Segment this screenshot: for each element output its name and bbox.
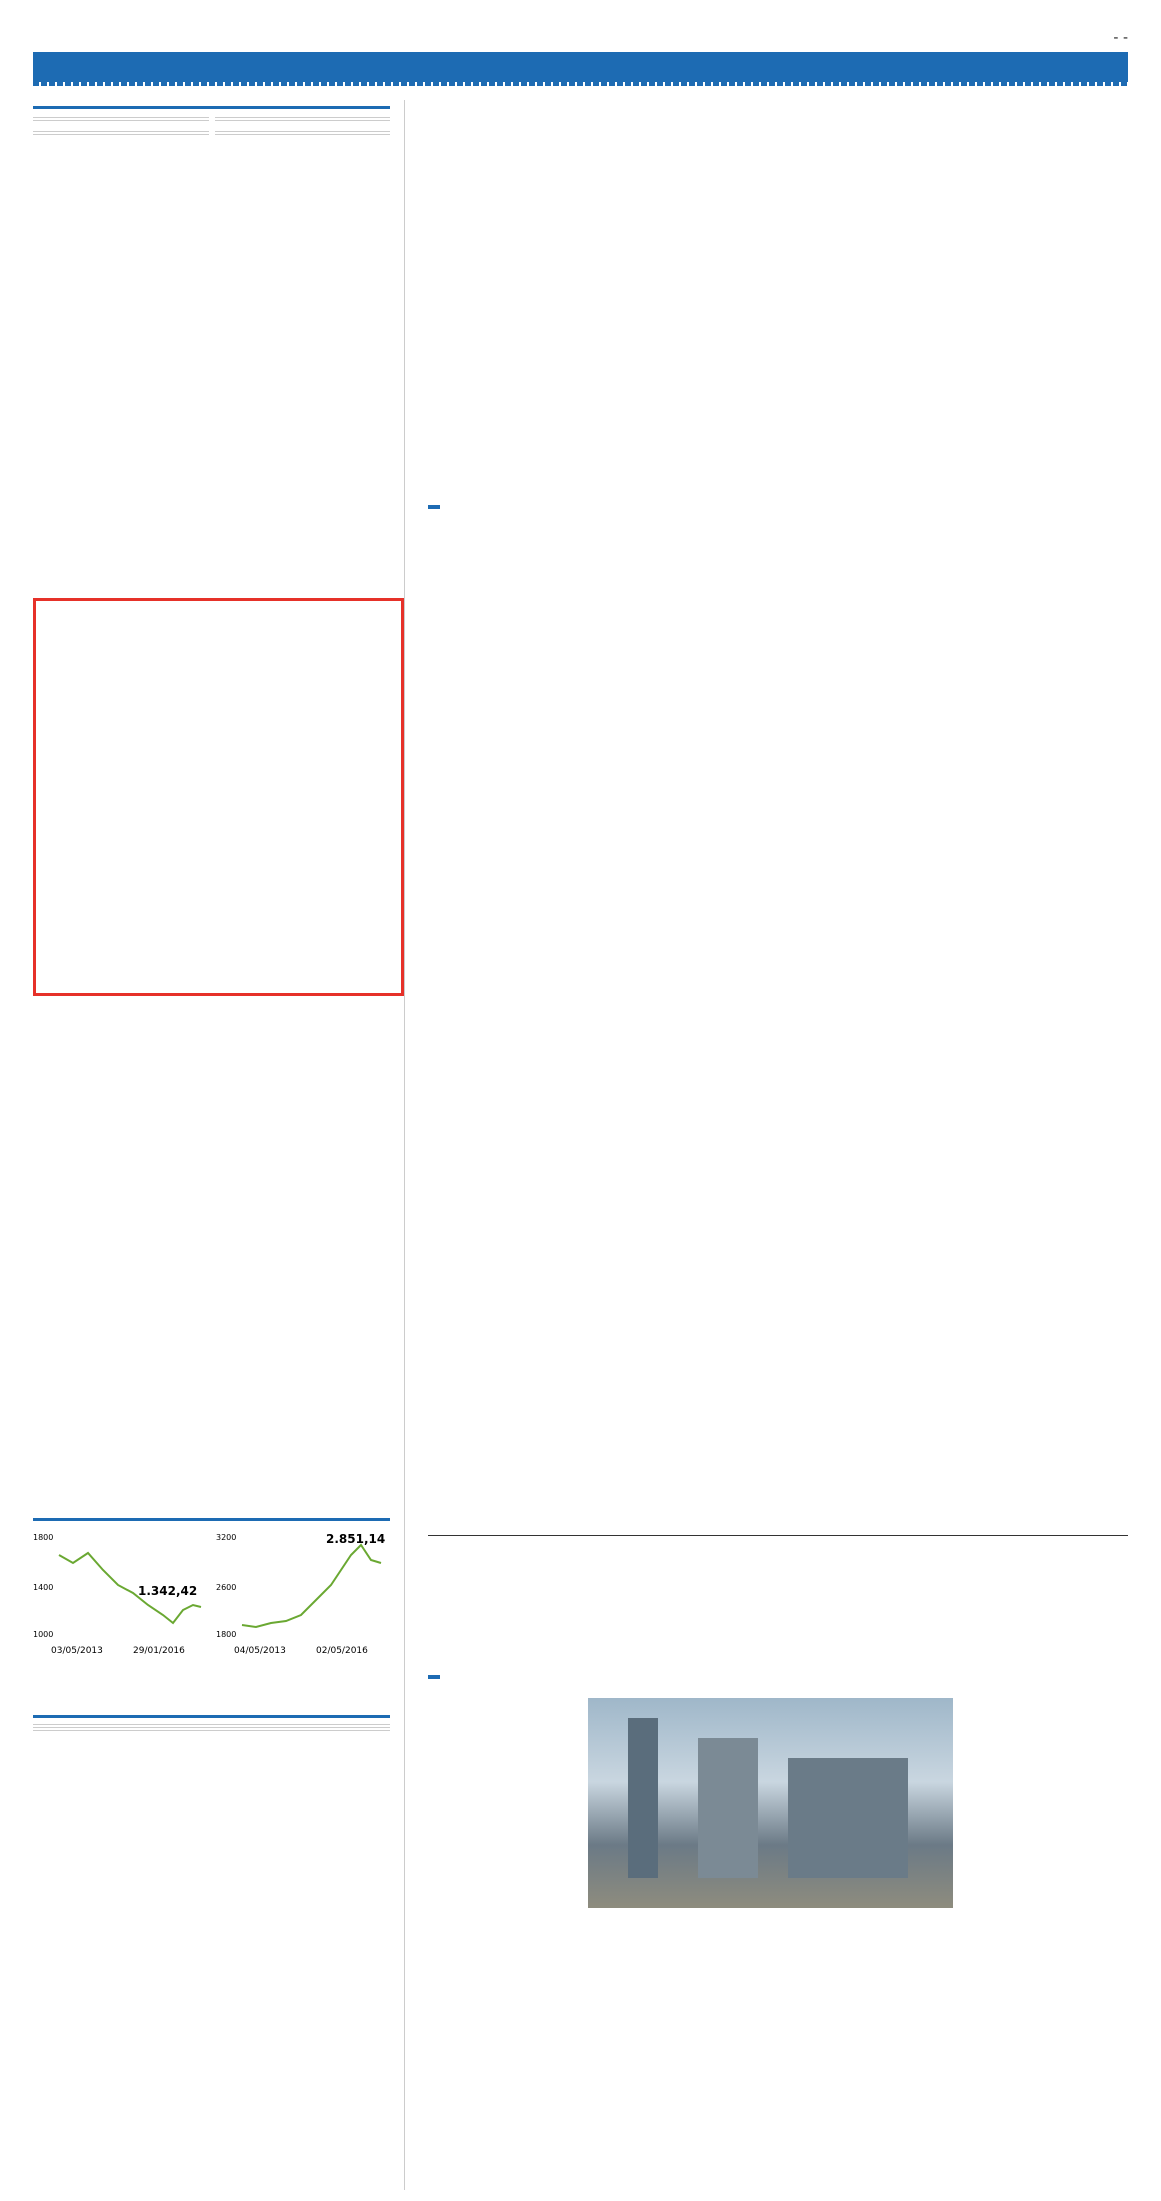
fondos-block — [33, 1715, 390, 1734]
svg-text:1400: 1400 — [33, 1583, 54, 1592]
index-charts — [33, 1518, 390, 1698]
header-meta: - - — [1113, 30, 1128, 46]
svg-text:02/05/2016: 02/05/2016 — [315, 1646, 368, 1655]
dolar-box — [33, 598, 404, 996]
svg-text:1800: 1800 — [215, 1630, 236, 1639]
chart-title-block — [428, 1052, 758, 1056]
colcap-value: 1.342,42 — [138, 1584, 198, 1598]
svg-text:2600: 2600 — [215, 1583, 236, 1592]
chart-ciudades — [428, 1148, 788, 1530]
dolar-line — [242, 1545, 381, 1627]
dolar-chart-value: 2.851,14 — [325, 1532, 385, 1546]
calidad-box — [793, 934, 948, 944]
cdt-cia-table — [33, 115, 209, 121]
section-tab[interactable] — [71, 52, 99, 82]
section-band — [33, 52, 1128, 82]
svg-text:3200: 3200 — [215, 1533, 236, 1542]
chart-regiones — [778, 1304, 1128, 1526]
dolar-chart — [216, 1525, 386, 1655]
termocandelaria-photo — [588, 1698, 953, 1908]
section-tag-energia[interactable] — [428, 1675, 440, 1679]
stripe-divider — [33, 82, 1128, 86]
cdt-block — [33, 106, 390, 138]
cdt-coop-table — [33, 129, 209, 135]
colcap-chart — [33, 1525, 203, 1655]
cdt-bancos-table — [215, 115, 391, 121]
article1-col1 — [428, 498, 552, 514]
svg-text:03/05/2013: 03/05/2013 — [51, 1646, 103, 1655]
svg-text:1800: 1800 — [33, 1533, 54, 1542]
article1-col4 — [966, 410, 1128, 416]
section-tag-laboral[interactable] — [428, 505, 440, 509]
fondos-table — [33, 1722, 390, 1731]
svg-text:29/01/2016: 29/01/2016 — [133, 1646, 185, 1655]
svg-text:04/05/2013: 04/05/2013 — [233, 1646, 286, 1655]
cdt-corp-table — [215, 129, 391, 135]
svg-text:1000: 1000 — [33, 1630, 54, 1639]
article2-col1 — [428, 1668, 573, 1684]
